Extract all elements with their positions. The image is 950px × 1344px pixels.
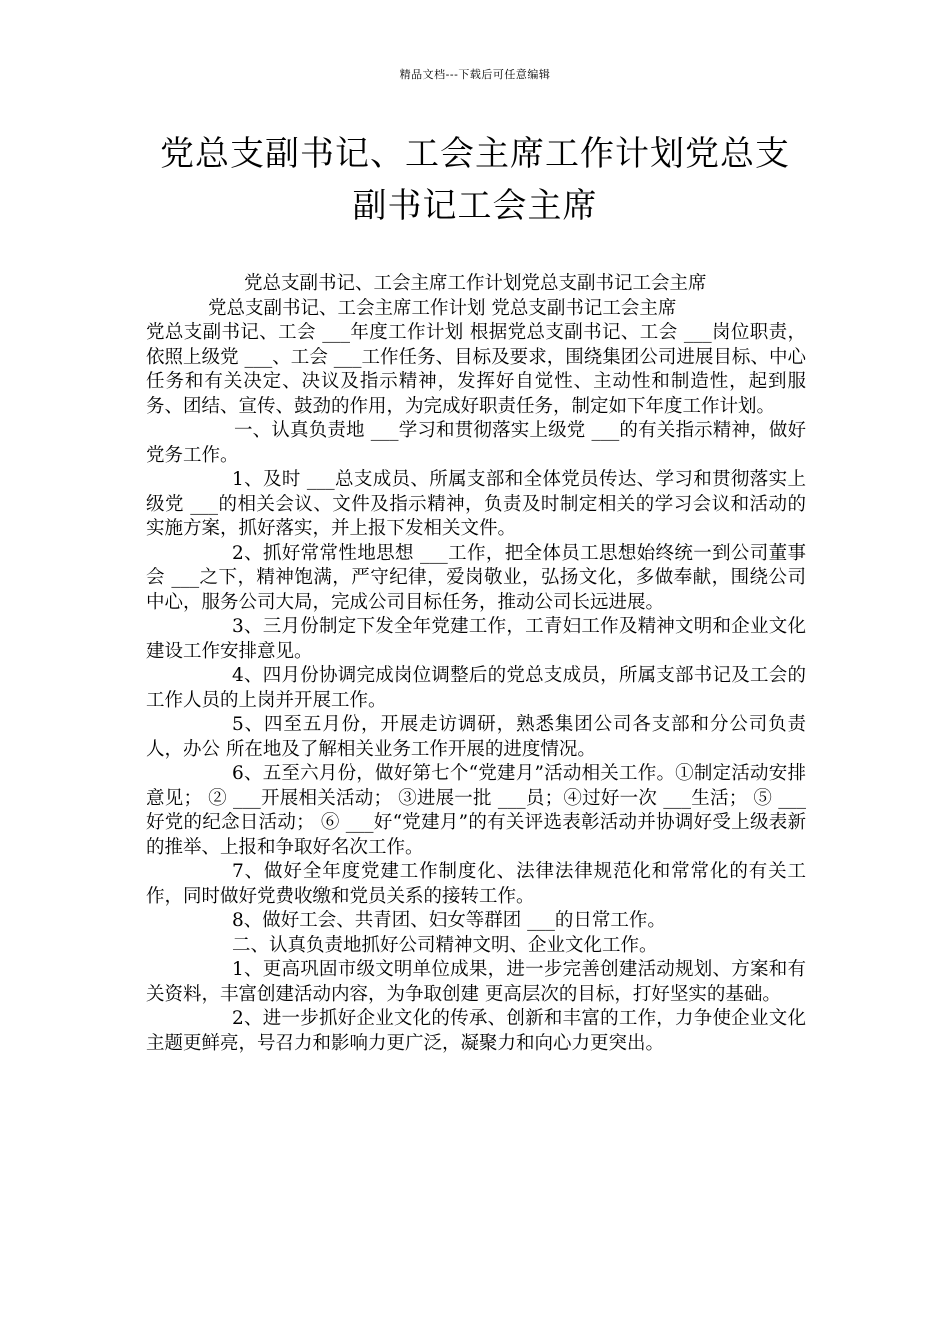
list-item: 6、五至六月份，做好第七个“党建月”活动相关工作。①制定活动安排意见； ② ___开展相关活动； ③进展一批 ___员；④过好一次 ___生活； ⑤ ___好党的纪念日活动； ⑥ ___好“党建月”的有关评选表彰活动并协调好受上级表新的推举、上报和争取好名次工作。 — [146, 763, 806, 858]
list-item: 8、做好工会、共青团、妇女等群团 ___的日常工作。 — [232, 910, 666, 931]
document-title — [120, 128, 830, 232]
list-item: 2、进一步抓好企业文化的传承、创新和丰富的工作，力争使企业文化主题更鲜亮，号召力和影响力更广泛，凝聚力和向心力更突出。 — [146, 1008, 806, 1054]
list-item: 5、四至五月份，开展走访调研，熟悉集团公司各支部和分公司负责人，办公 所在地及了解相关业务工作开展的进度情况。 — [146, 714, 806, 760]
title-line-1: 党总支副书记、工会主席工作计划党总支 — [160, 134, 790, 174]
list-item: 2、抓好常常性地思想 ___工作，把全体员工思想始终统一到公司董事会 ___之下，精神饱满，严守纪律，爱岗敬业，弘扬文化，多做奉献，围绕公司中心，服务公司大局，完成公司目标任务，推动公司长远进展。 — [146, 542, 806, 613]
list-item: 7、做好全年度党建工作制度化、法律法律规范化和常常化的有关工作，同时做好党费收缴和党员关系的接转工作。 — [146, 861, 806, 907]
paragraph: 党总支副书记、工会主席工作计划党总支副书记工会主席 — [244, 273, 707, 294]
list-item: 3、三月份制定下发全年党建工作，工青妇工作及精神文明和企业文化建设工作安排意见。 — [146, 616, 806, 662]
paragraph: 党总支副书记、工会主席工作计划 党总支副书记工会主席 — [208, 297, 677, 319]
list-item: 1、更高巩固市级文明单位成果，进一步完善创建活动规划、方案和有关资料，丰富创建活动内容，为争取创建 更高层次的目标，打好坚实的基础。 — [146, 959, 806, 1005]
section-heading: 一、认真负责地 ___学习和贯彻落实上级党 ___的有关指示精神，做好党务工作。 — [146, 420, 806, 466]
section-heading: 二、认真负责地抓好公司精神文明、企业文化工作。 — [232, 934, 658, 956]
list-item: 1、及时 ___总支成员、所属支部和全体党员传达、学习和贯彻落实上级党 ___的相关会议、文件及指示精神，负责及时制定相关的学习会议和活动的实施方案，抓好落实，并上报下发相关文件。 — [146, 469, 806, 539]
document-body — [146, 272, 806, 1056]
list-item: 4、四月份协调完成岗位调整后的党总支成员，所属支部书记及工会的工作人员的上岗并开展工作。 — [146, 665, 806, 711]
title-line-2: 副书记工会主席 — [352, 186, 598, 226]
paragraph: 党总支副书记、工会 ___年度工作计划 根据党总支副书记、工会 ___岗位职责，依照上级党 ___、工会 ___工作任务、目标及要求，围绕集团公司进展目标、中心任务和有关决定、决议及指示精神，发挥好自觉性、主动性和制造性，起到服务、团结、宣传、鼓劲的作用，为完成好职责任务，制定如下年度工作计划。 — [146, 322, 806, 417]
page-header: 精品文档---下载后可任意编辑 — [399, 68, 551, 81]
